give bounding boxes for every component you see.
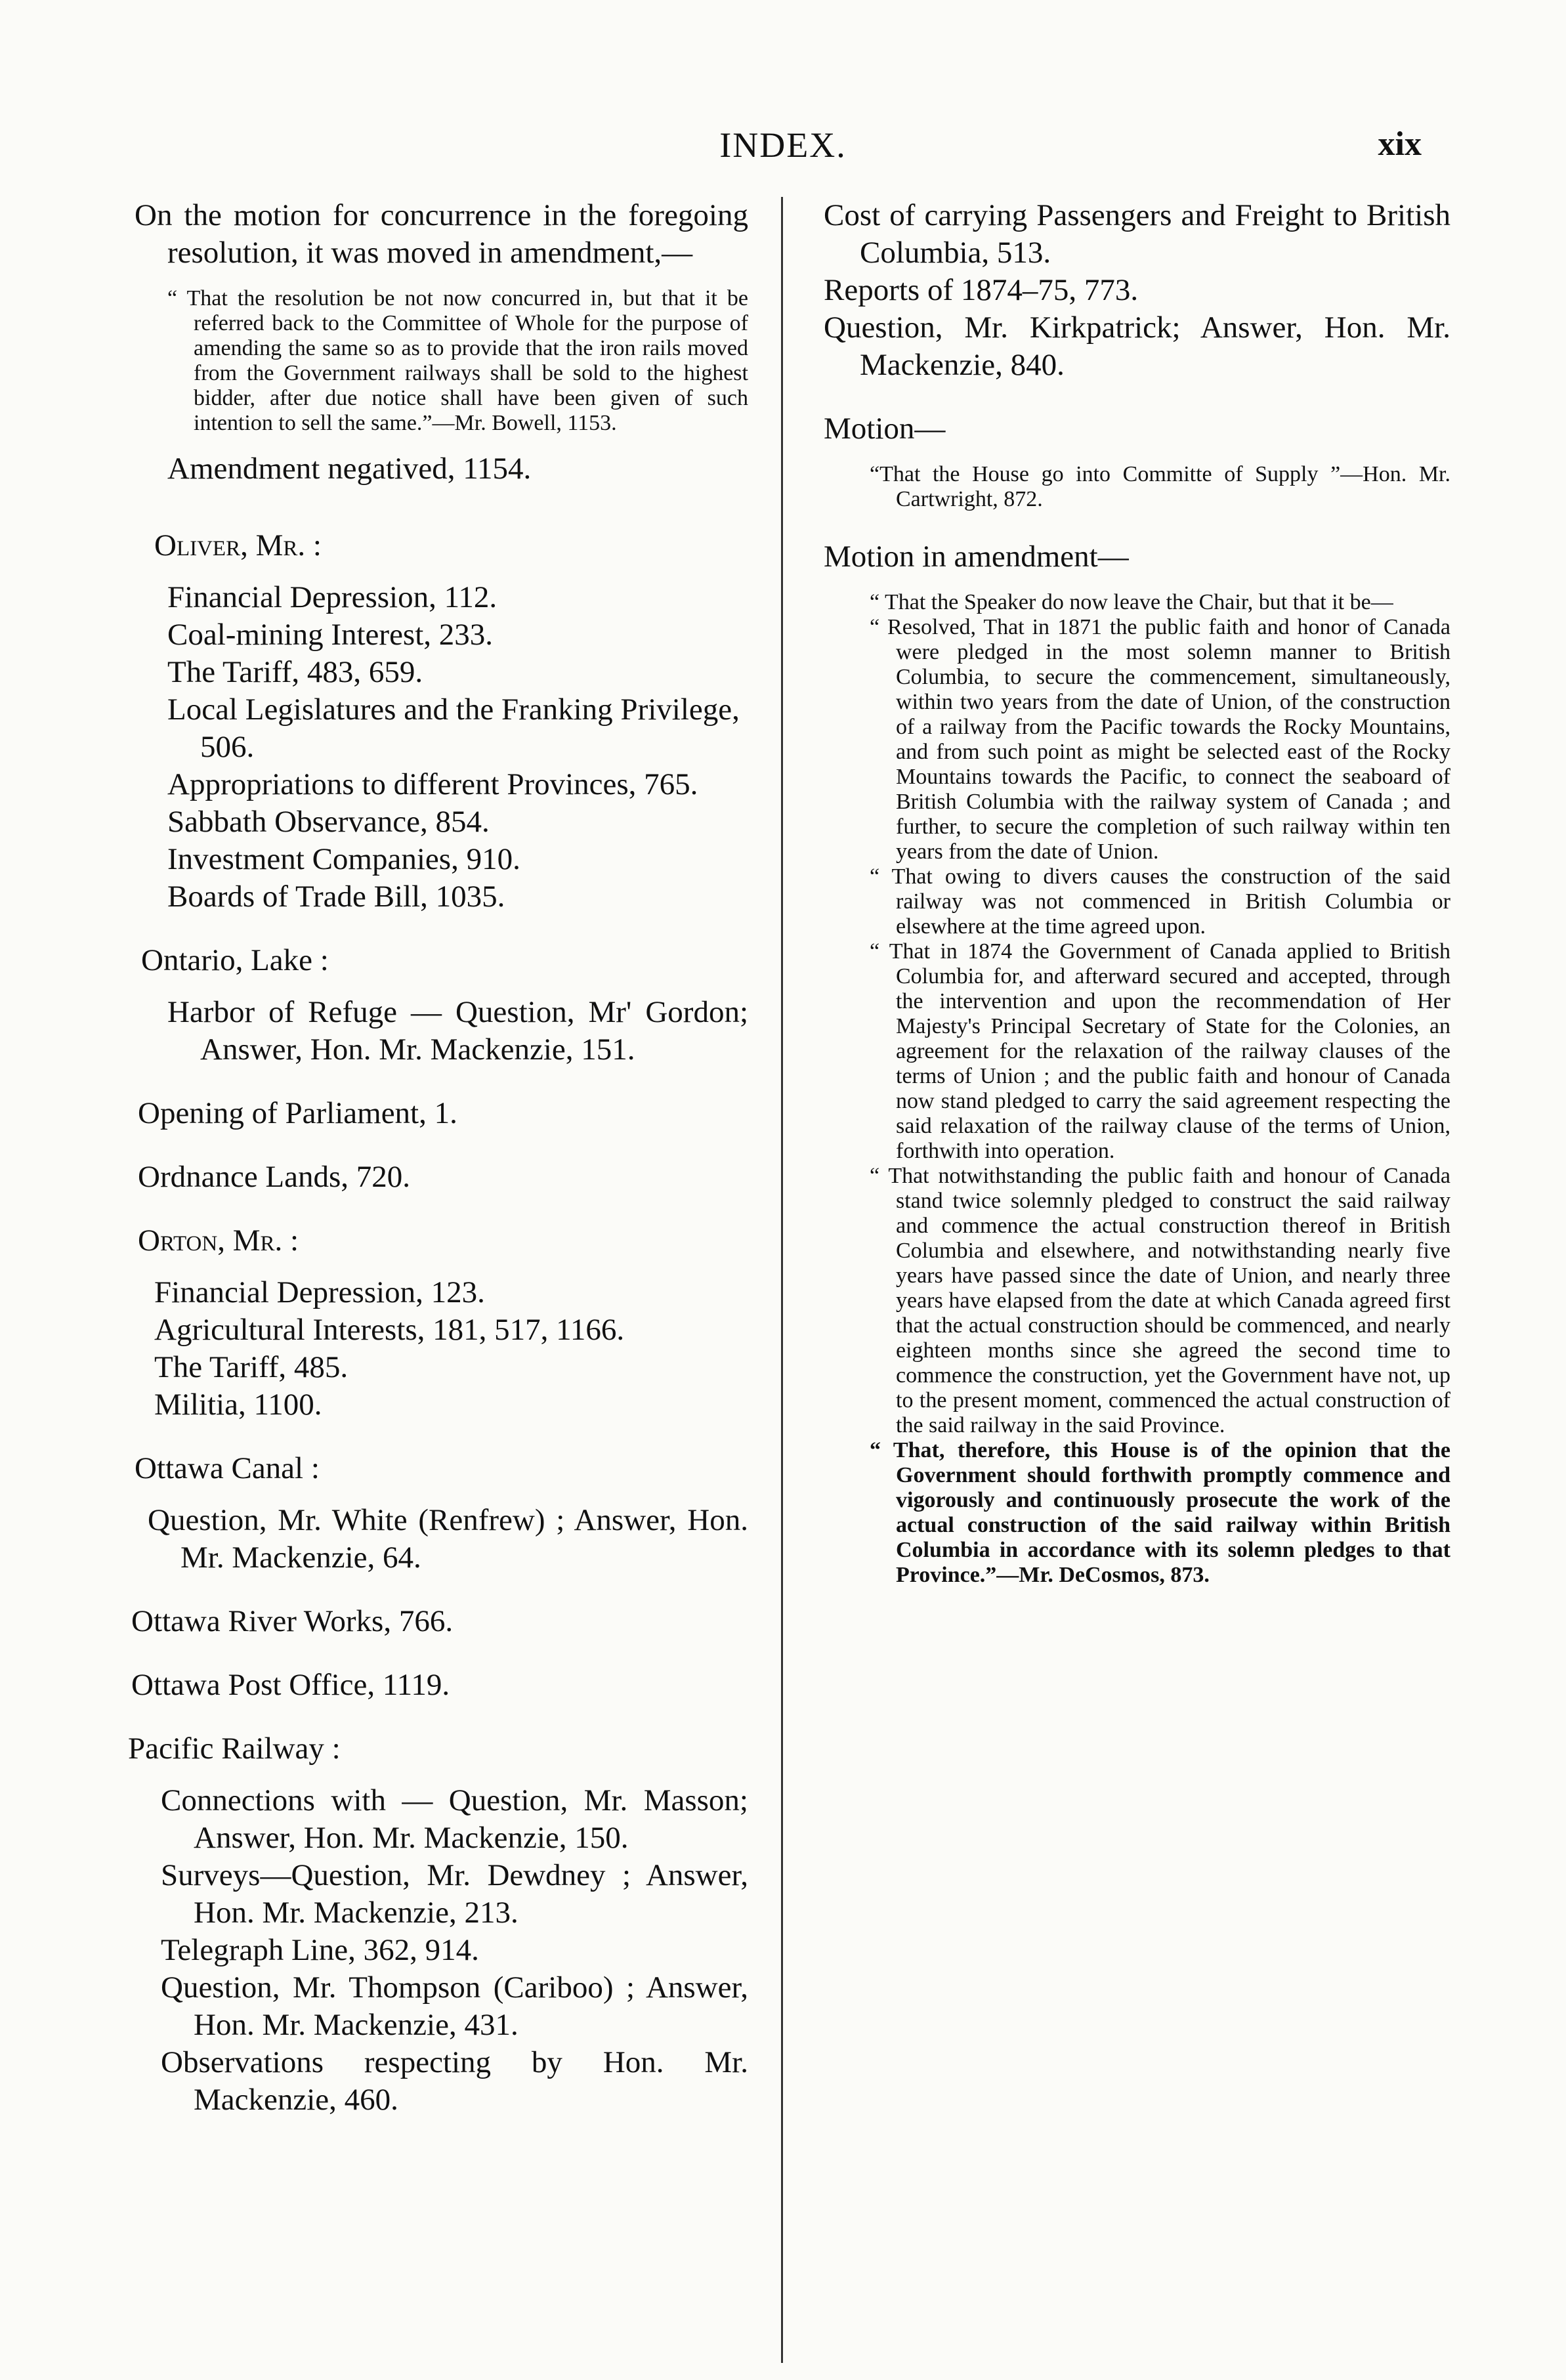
amend-intro: “ That the Speaker do now leave the Chair, but that it be—: [870, 590, 1393, 614]
oliver-item: Boards of Trade Bill, 1035.: [167, 880, 505, 914]
motion-label: Motion—: [824, 412, 946, 446]
pacific-item: Question, Mr. Thompson (Cariboo) ; Answer, Hon. Mr. Mackenzie, 431.: [161, 1970, 748, 2042]
motion-intro: On the motion for concurrence in the foregoing resolution, it was moved in amendment,—: [135, 198, 748, 270]
resolution-paragraph: “ That notwithstanding the public faith and honour of Canada stand twice solemnly pledged to construct the said railway and commence the actual construction thereof in British Columbia and elsewhere, and notwithstanding nearly five years have passed since the date of Union, and nearly three years have elapsed from the date at which Canada agreed first that the actual construction should be commenced, and nearly eighteen months since she agreed the second time to commence the construction, yet the Government have not, up to the present moment, commenced the actual construction of the said railway in the said Province.: [870, 1164, 1450, 1437]
right-column: [824, 197, 1450, 1588]
amend-label: Motion in amendment—: [824, 540, 1129, 574]
ontario-heading: Ontario, Lake :: [141, 943, 329, 977]
orton-item: Militia, 1100.: [154, 1388, 322, 1422]
ottawa-canal-heading: Ottawa Canal :: [135, 1451, 320, 1485]
pacific-item: Connections with — Question, Mr. Masson; Answer, Hon. Mr. Mackenzie, 150.: [161, 1783, 748, 1855]
page-header: [0, 125, 1566, 171]
oliver-item: Coal-mining Interest, 233.: [167, 618, 494, 652]
pacific-item: Telegraph Line, 362, 914.: [161, 1933, 479, 1967]
oliver-item: Local Legislatures and the Franking Privilege, 506.: [167, 692, 740, 764]
pacific-heading: Pacific Railway :: [128, 1732, 341, 1766]
left-column: [128, 197, 748, 2119]
orton-item: Financial Depression, 123.: [154, 1275, 485, 1309]
opening-entry: Opening of Parliament, 1.: [138, 1096, 457, 1130]
oliver-item: Appropriations to different Provinces, 765.: [167, 767, 698, 801]
page-number: xix: [1378, 125, 1422, 163]
resolution-paragraph: “ That owing to divers causes the construction of the said railway was not commenced in British Columbia or elsewhere at the time agreed upon.: [870, 864, 1450, 939]
oliver-heading: Oliver, Mr. :: [154, 528, 322, 563]
resolution-paragraph: “ Resolved, That in 1871 the public faith and honor of Canada were pledged in the most solemn manner to British Columbia, to secure the commencement, simultaneously, within two years from the date of Union, of the construction of a railway from the Pacific towards the Rocky Mountains, and from such point as might be selected east of the Rocky Mountains towards the Pacific, to connect the seaboard of British Columbia with the railway system of Canada ; and further, to secure the completion of such railway within ten years from the date of Union.: [870, 615, 1450, 864]
right-item: Cost of carrying Passengers and Freight to British Columbia, 513.: [824, 198, 1450, 270]
ottawa-canal-item: Question, Mr. White (Renfrew) ; Answer, Hon. Mr. Mackenzie, 64.: [148, 1503, 748, 1575]
amendment-result: Amendment negatived, 1154.: [167, 452, 532, 486]
resolution-paragraph: “ That, therefore, this House is of the opinion that the Government should forthwith promptly commence and vigorously and continuously prosecute the work of the actual construction of the said railway within British Columbia in accordance with its solemn pledges to that Province.”—Mr. DeCosmos, 873.: [870, 1438, 1450, 1587]
pacific-item: Surveys—Question, Mr. Dewdney ; Answer, Hon. Mr. Mackenzie, 213.: [161, 1858, 748, 1930]
resolution-paragraph: “ That in 1874 the Government of Canada applied to British Columbia for, and afterward secured and accepted, through the intervention and upon the recommendation of Her Majesty's Principal Secretary of State for the Colonies, an agreement for the relaxation of the railway clauses of the terms of Union ; and the public faith and honour of Canada now stand pledged to carry the said agreement respecting the said relaxation of the railway clause of the terms of Union, forthwith into operation.: [870, 939, 1450, 1163]
orton-item: The Tariff, 485.: [154, 1350, 349, 1384]
ottawa-post-entry: Ottawa Post Office, 1119.: [131, 1668, 450, 1702]
motion-quote: “That the House go into Committe of Supply ”—Hon. Mr. Cartwright, 872.: [870, 462, 1450, 511]
running-title: INDEX.: [719, 125, 847, 165]
ontario-item: Harbor of Refuge — Question, Mr' Gordon; Answer, Hon. Mr. Mackenzie, 151.: [167, 995, 748, 1067]
pacific-item: Observations respecting by Hon. Mr. Mackenzie, 460.: [161, 2045, 748, 2117]
oliver-item: Investment Companies, 910.: [167, 842, 520, 876]
column-divider: [781, 197, 783, 2363]
orton-item: Agricultural Interests, 181, 517, 1166.: [154, 1313, 625, 1347]
amendment-quote: “ That the resolution be not now concurred in, but that it be referred back to the Committee of Whole for the purpose of amending the same so as to provide that the iron rails moved from the Government railways shall be sold to the highest bidder, after due notice shall have been given of such intention to sell the same.”—Mr. Bowell, 1153.: [167, 286, 748, 435]
oliver-item: The Tariff, 483, 659.: [167, 655, 423, 689]
oliver-item: Sabbath Observance, 854.: [167, 805, 490, 839]
oliver-item: Financial Depression, 112.: [167, 580, 497, 614]
ottawa-river-entry: Ottawa River Works, 766.: [131, 1604, 454, 1638]
right-item: Question, Mr. Kirkpatrick; Answer, Hon. Mr. Mackenzie, 840.: [824, 310, 1450, 382]
ordnance-entry: Ordnance Lands, 720.: [138, 1160, 411, 1194]
right-item: Reports of 1874–75, 773.: [824, 273, 1139, 307]
orton-heading: Orton, Mr. :: [138, 1223, 299, 1258]
